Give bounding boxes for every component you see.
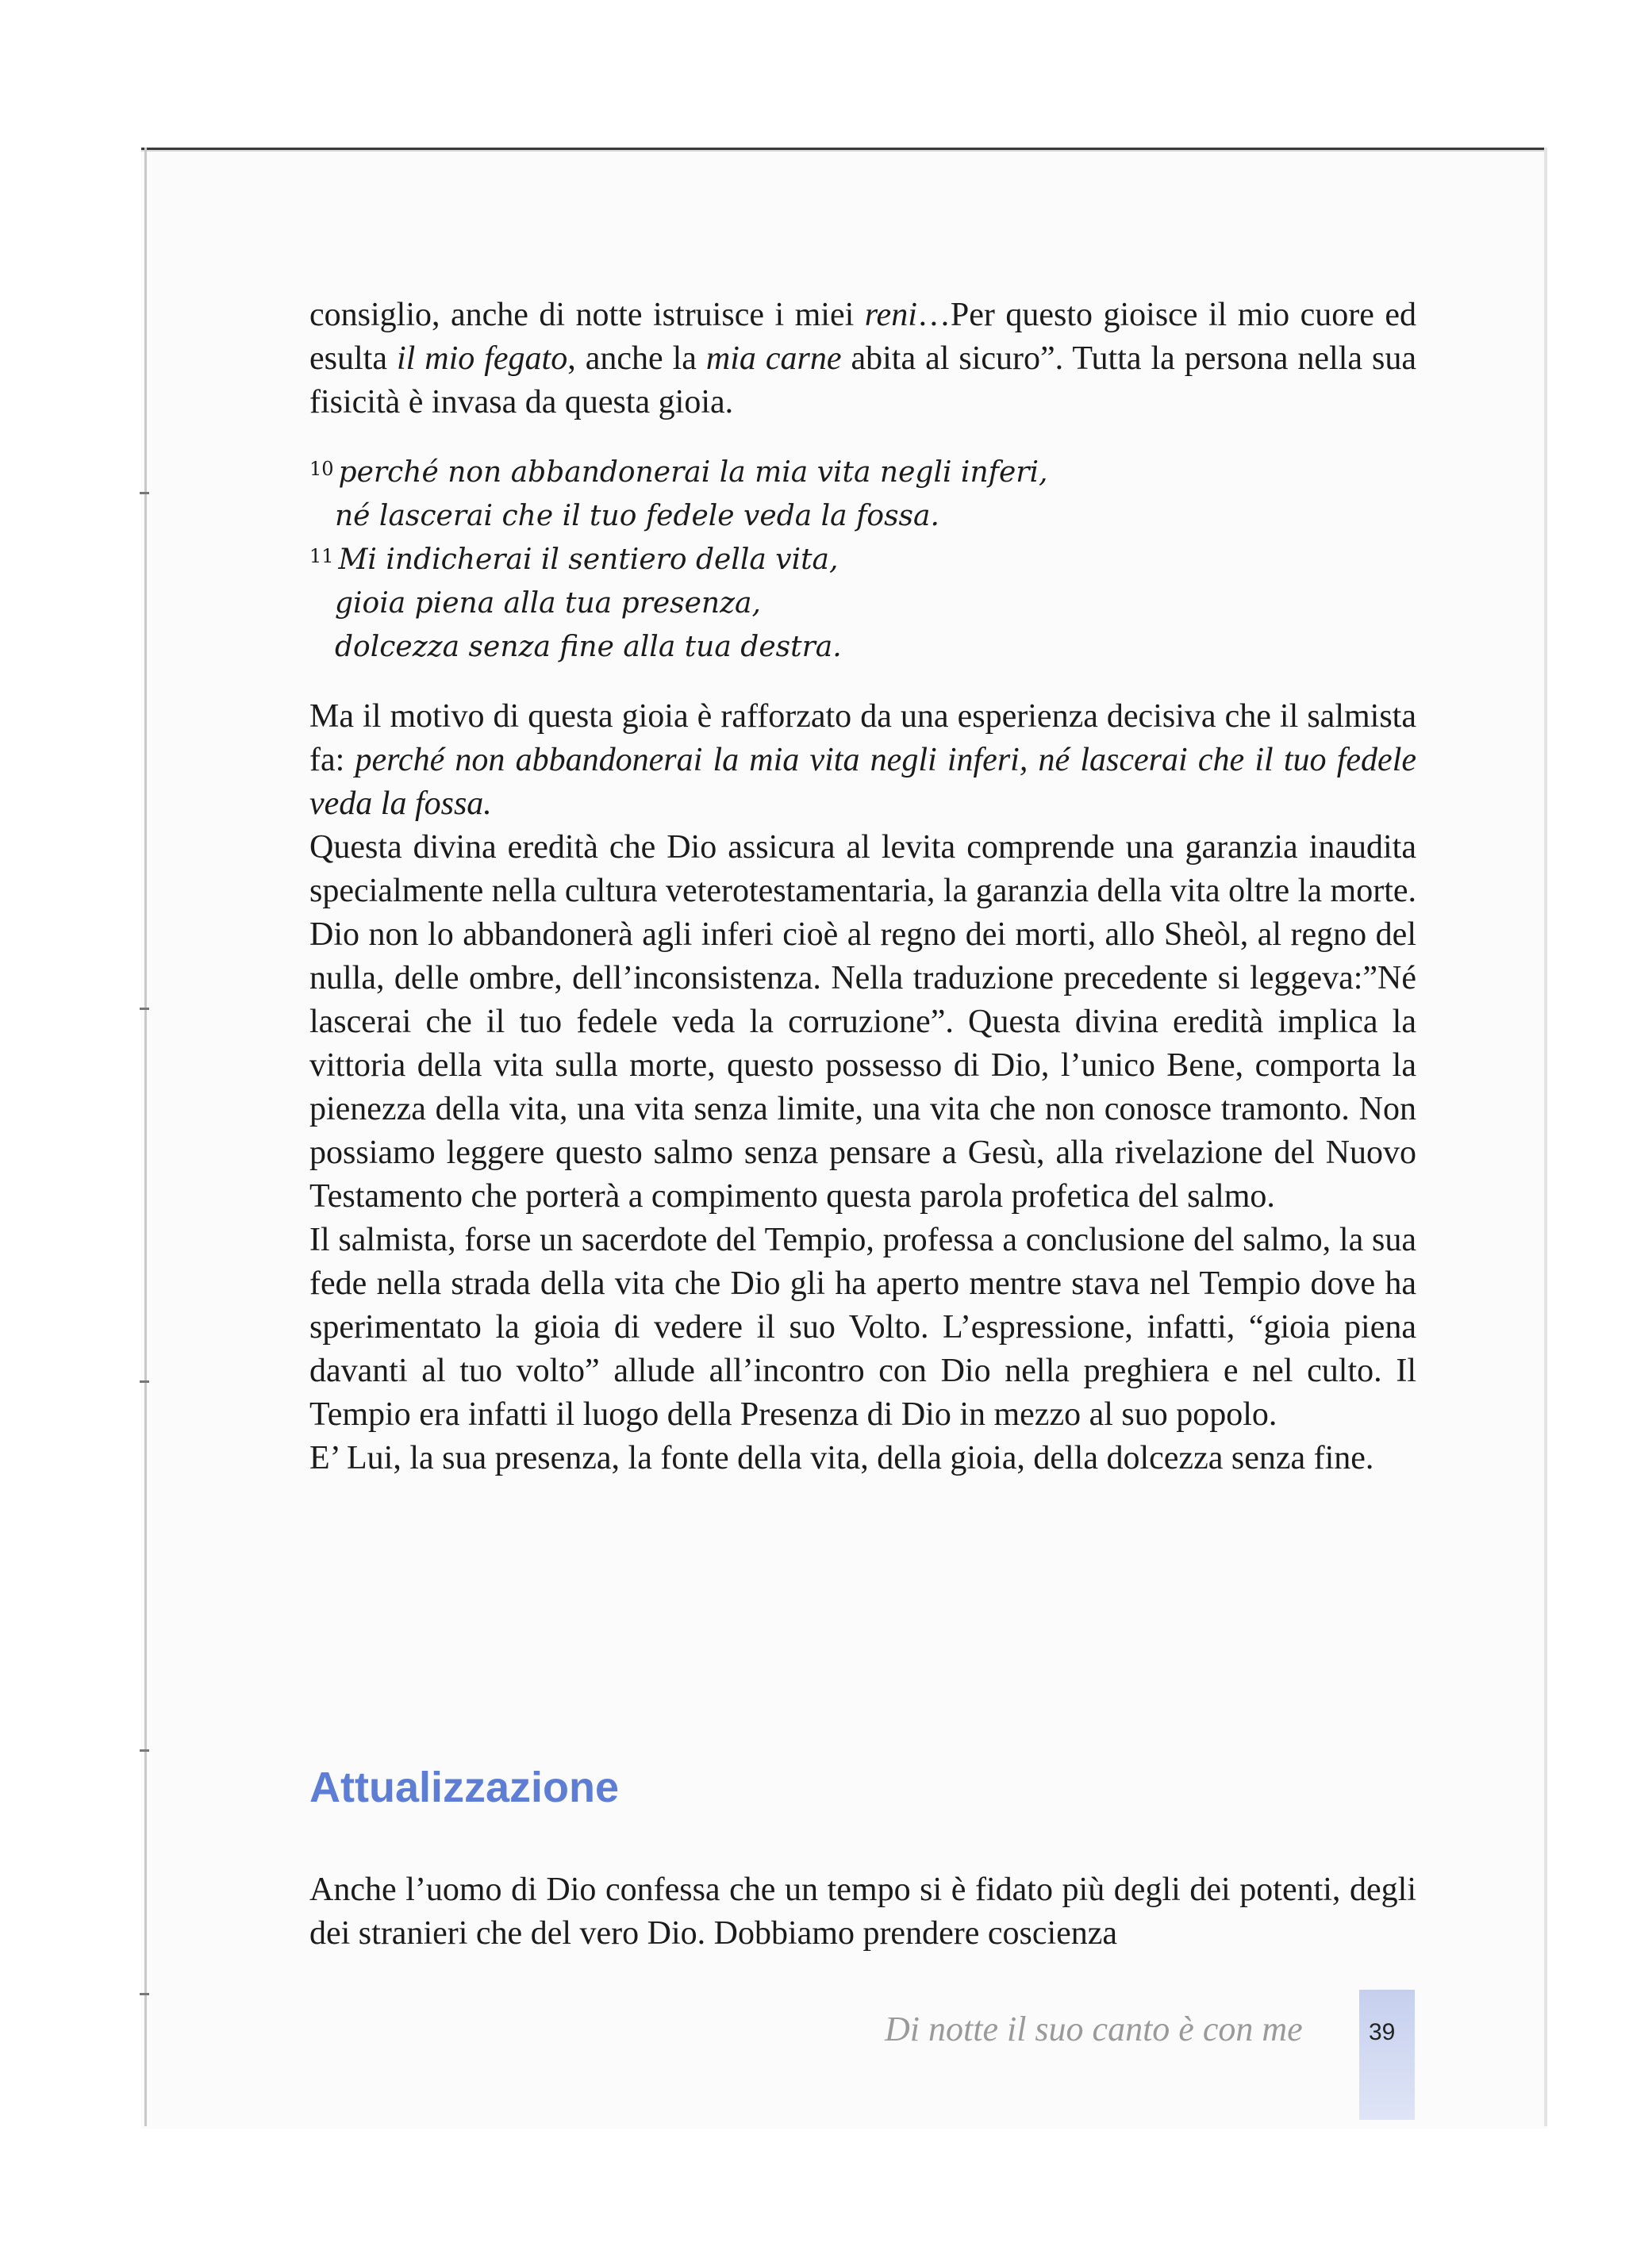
verse-line [309,451,1416,494]
paragraph [309,294,1416,424]
italic-text: reni [864,297,917,333]
section-body [309,1868,1416,1956]
italic-text: perché non abbandonerai la mia vita negli inferi, né lascerai che il tuo fedele veda la fossa. [309,742,1417,822]
page-number: 39 [1369,2019,1396,2045]
italic-text: il mio fegato [396,340,568,377]
section-heading: Attualizzazione [309,1764,620,1811]
binding-mark [140,492,149,494]
verse-line [309,538,1416,582]
page-number-tab [1359,1990,1415,2120]
text-run: , anche la [567,340,706,377]
paragraph: Il salmista, forse un sacerdote del Tempio, professa a conclusione del salmo, la sua fede nella strada della vita che Dio gli ha aperto mentre stava nel Tempio dove ha sperimentato la gioia di vedere il suo Volto. L’espressione, infatti, “gioia piena davanti al tuo volto” allude all’incontro con Dio nella preghiera e nel culto. Il Tempio era infatti il luogo della Presenza di Dio in mezzo al suo popolo. [309,1222,1416,1433]
binding-mark [140,1380,149,1383]
binding-mark [140,1993,149,1995]
running-title: Di notte il suo canto è con me [885,2010,1303,2048]
paragraph: Anche l’uomo di Dio confessa che un tempo si è fidato più degli dei potenti, degli dei stranieri che del vero Dio. Dobbiamo prendere coscienza [309,1872,1416,1952]
page-edge [1544,148,1547,2126]
verse-line: né lascerai che il tuo fedele veda la fossa. [335,500,939,532]
verse-line: gioia piena alla tua presenza, [335,587,761,620]
text-run: abita al sicuro”. Tutta la persona nella sua fisicità è invasa da questa gioia. [309,340,1416,420]
verse-text: Mi indicherai il sentiero della vita, [338,543,839,576]
psalm-verses [309,451,1416,669]
verse-line: dolcezza senza fine alla tua destra. [335,631,842,663]
text-run: Ma il motivo di questa gioia è rafforzato da una esperienza decisiva che il salmista fa: [309,698,1416,778]
italic-text: mia carne [705,340,842,377]
text-run: …Per questo gioisce il mio cuore ed esulta [309,297,1416,377]
binding-mark [140,1749,149,1752]
paragraph: Questa divina eredità che Dio assicura al levita comprende una garanzia inaudita specialmente nella cultura veterotestamentaria, la garanzia della vita oltre la morte. Dio non lo abbandonerà agli inferi cioè al regno dei morti, allo Sheòl, al regno del nulla, delle ombre, dell’inconsistenza. Nella traduzione precedente si leggeva:”Né lascerai che il tuo fedele veda la corruzione”. Questa divina eredità implica la vittoria della vita sulla morte, questo possesso di Dio, l’unico Bene, comporta la pienezza della vita, una vita senza limite, una vita che non conosce tramonto. Non possiamo leggere questo salmo senza pensare a Gesù, alla rivelazione del Nuovo Testamento che porterà a compimento questa parola profetica del salmo. [309,829,1416,1215]
paragraph [309,695,1416,826]
binding-mark [140,1008,149,1010]
body-text [309,294,1416,1480]
verse-text: perché non abbandonerai la mia vita negli inferi, [338,456,1048,489]
verse-number: 10 [309,458,334,480]
text-run: consiglio, anche di notte istruisce i miei [309,297,865,333]
page-spine [144,148,147,2126]
verse-number: 11 [309,545,334,567]
paragraph: E’ Lui, la sua presenza, la fonte della vita, della gioia, della dolcezza senza fine. [309,1440,1374,1476]
